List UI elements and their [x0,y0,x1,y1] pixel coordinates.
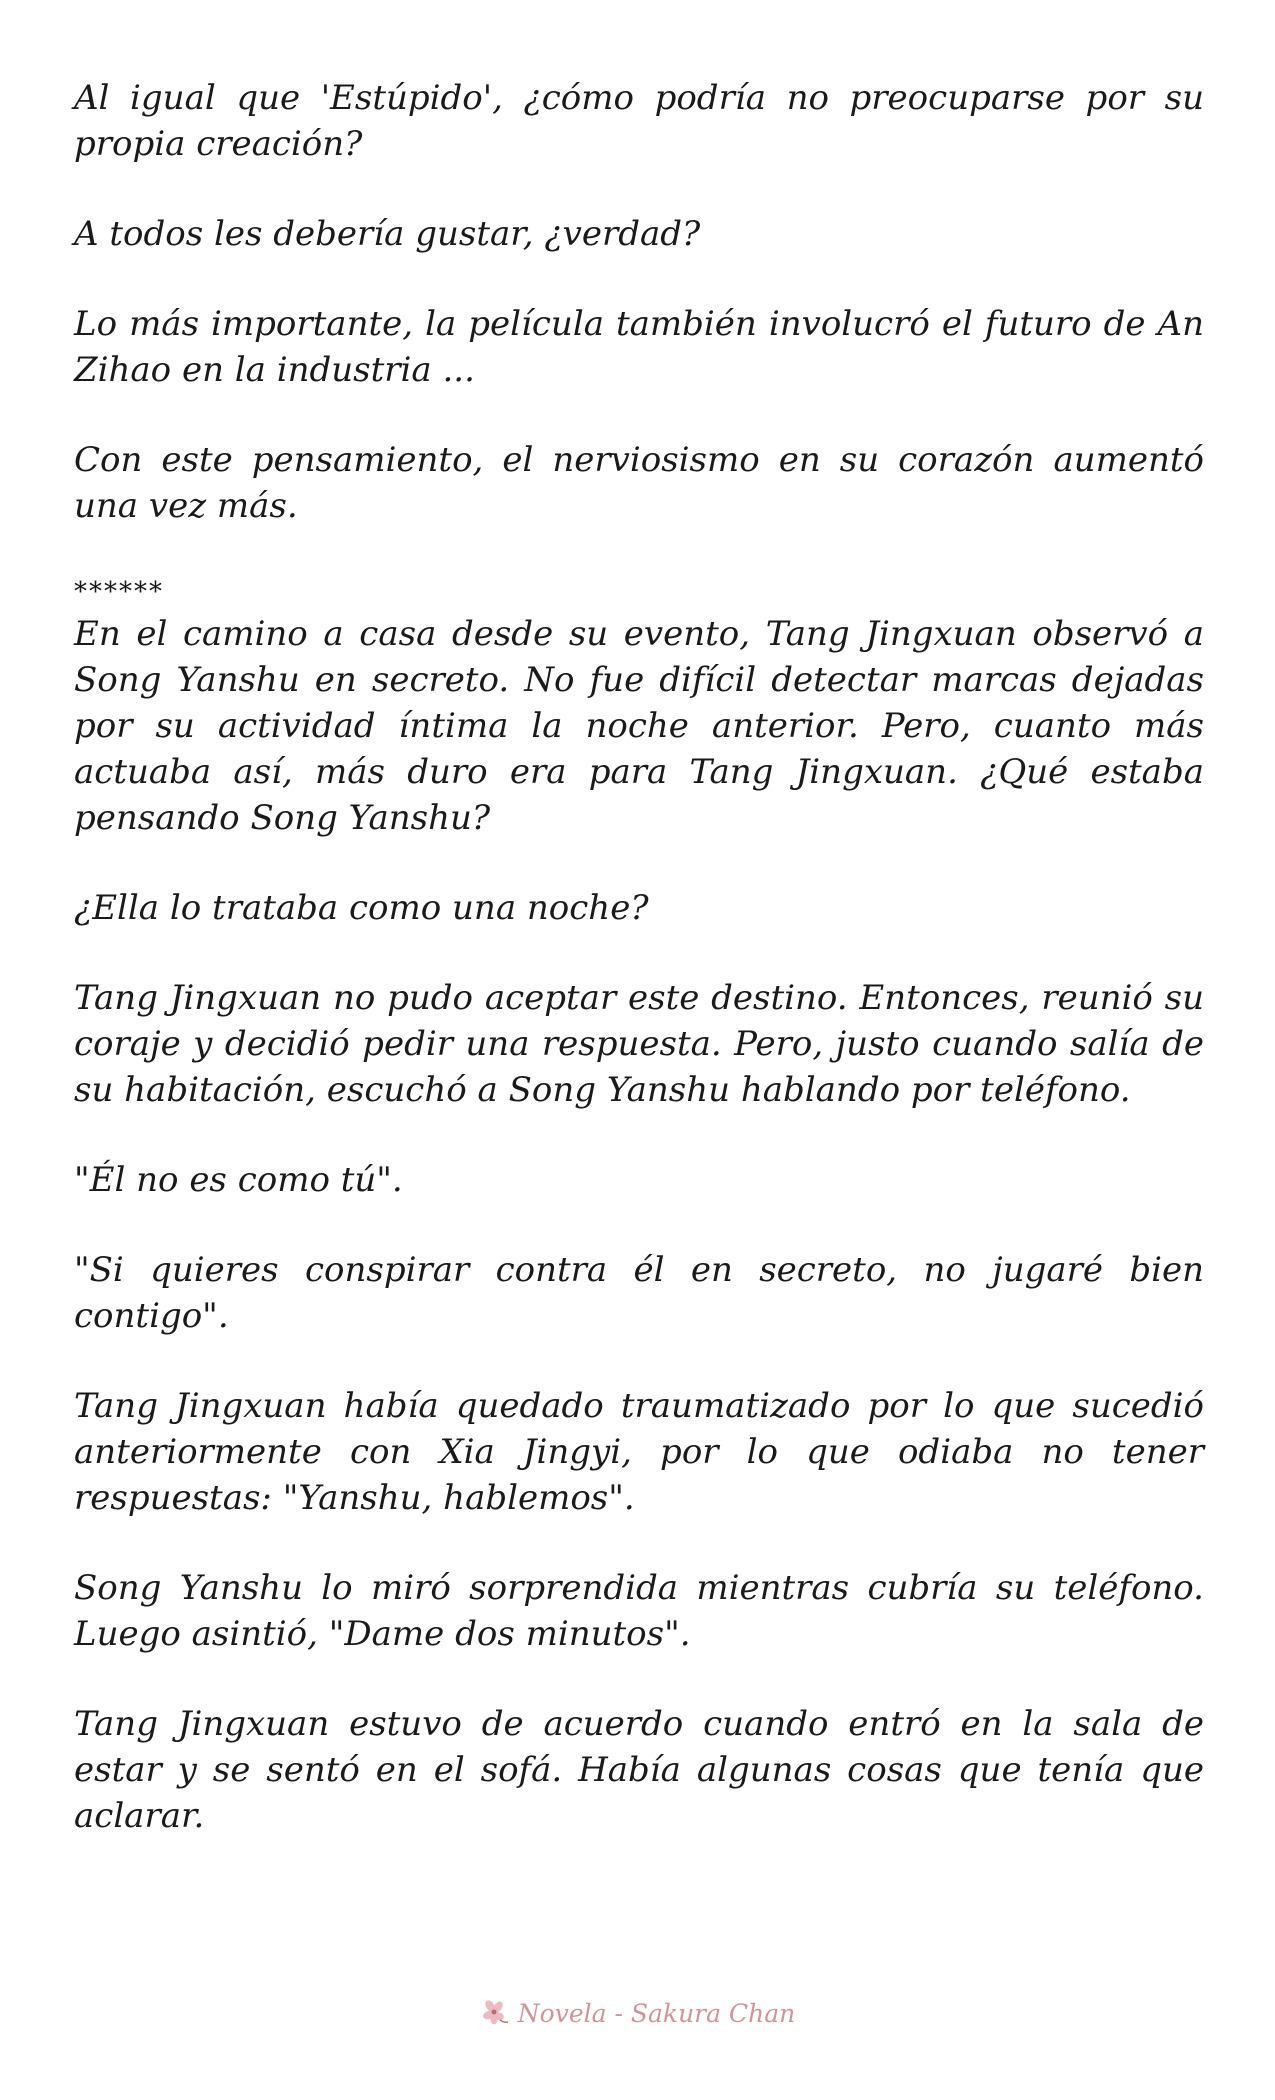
paragraph: ¿Ella lo trataba como una noche? [74,888,649,928]
document-body [74,75,1204,1839]
paragraph: Tang Jingxuan no pudo aceptar este destino. Entonces, reunió su coraje y decidió pedir una respuesta. Pero, justo cuando salía de su habitación, escuchó a Song Yanshu hablando por teléfono. [74,978,1204,1110]
paragraph: Song Yanshu lo miró sorprendida mientras cubría su teléfono. Luego asintió, "Dame dos minutos". [74,1568,1204,1654]
sakura-flower-icon [480,1998,510,2028]
paragraph: Lo más importante, la película también involucró el futuro de An Zihao en la industria ... [74,304,1204,390]
watermark-text: Novela - Sakura Chan [517,1998,796,2028]
paragraph: "Él no es como tú". [74,1160,403,1200]
paragraph: Con este pensamiento, el nerviosismo en su corazón aumentó una vez más. [74,440,1204,526]
paragraph: Tang Jingxuan estuvo de acuerdo cuando entró en la sala de estar y se sentó en el sofá. Había algunas cosas que tenía que aclarar. [74,1704,1204,1836]
paragraph: En el camino a casa desde su evento, Tang Jingxuan observó a Song Yanshu en secreto. No fue difícil detectar marcas dejadas por su actividad íntima la noche anterior. Pero, cuanto más actuaba así, más duro era para Tang Jingxuan. ¿Qué estaba pensando Song Yanshu? [74,614,1204,838]
section-separator: ****** [74,577,164,607]
paragraph: A todos les debería gustar, ¿verdad? [74,214,701,254]
paragraph: "Si quieres conspirar contra él en secreto, no jugaré bien contigo". [74,1250,1204,1336]
paragraph: Al igual que 'Estúpido', ¿cómo podría no preocuparse por su propia creación? [74,78,1204,164]
paragraph: Tang Jingxuan había quedado traumatizado por lo que sucedió anteriormente con Xia Jingyi, por lo que odiaba no tener respuestas: "Yanshu, hablemos". [74,1386,1204,1518]
footer-watermark [0,1998,1275,2034]
